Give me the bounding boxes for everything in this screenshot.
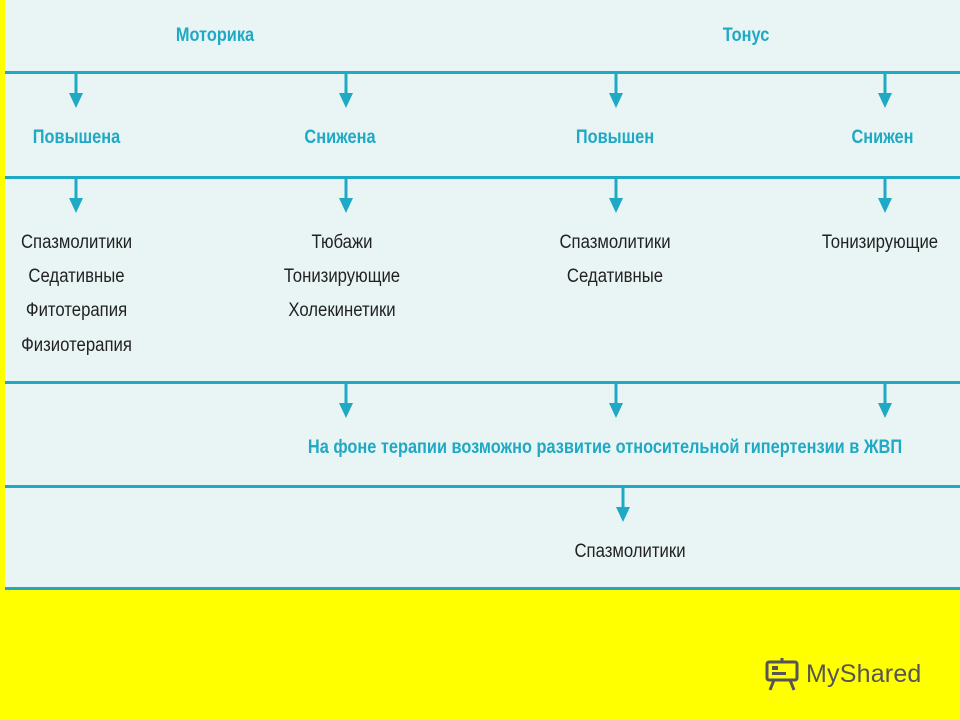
- treatment-item: Тонизирующие: [283, 266, 401, 287]
- final-treatment: Спазмолитики: [574, 541, 686, 562]
- therapy-note: На фоне терапии возможно развитие относительной гипертензии в ЖВП: [307, 437, 903, 458]
- level-tonus-down: Снижен: [851, 127, 914, 148]
- treatment-item: Седативные: [566, 266, 664, 287]
- watermark-logo: [764, 656, 922, 692]
- arrow-down-icon: [616, 488, 630, 522]
- arrow-down-icon: [609, 179, 623, 213]
- level-motorika-up: Повышена: [32, 127, 121, 148]
- treatment-item: Холекинетики: [288, 300, 396, 321]
- arrow-down-icon: [69, 179, 83, 213]
- treatment-item: Спазмолитики: [559, 232, 671, 253]
- treatment-item: Физиотерапия: [21, 335, 132, 356]
- treatment-item: Тонизирующие: [821, 232, 939, 253]
- treatment-item: Спазмолитики: [20, 232, 133, 253]
- arrow-down-icon: [609, 384, 623, 418]
- arrow-down-icon: [878, 179, 892, 213]
- treatment-item: Фитотерапия: [25, 300, 128, 321]
- presentation-board-icon: [764, 656, 800, 692]
- treatment-item: Седативные: [28, 266, 125, 287]
- arrow-down-icon: [339, 384, 353, 418]
- arrow-down-icon: [339, 74, 353, 108]
- header-tonus: Тонус: [722, 25, 770, 46]
- arrow-down-icon: [878, 384, 892, 418]
- treatment-item: Тюбажи: [311, 232, 373, 253]
- watermark-text: MyShared: [806, 659, 922, 688]
- arrow-down-icon: [69, 74, 83, 108]
- arrow-down-icon: [878, 74, 892, 108]
- level-motorika-down: Снижена: [304, 127, 376, 148]
- arrow-down-icon: [609, 74, 623, 108]
- header-motorika: Моторика: [175, 25, 255, 46]
- arrow-down-icon: [339, 179, 353, 213]
- level-tonus-up: Повышен: [575, 127, 655, 148]
